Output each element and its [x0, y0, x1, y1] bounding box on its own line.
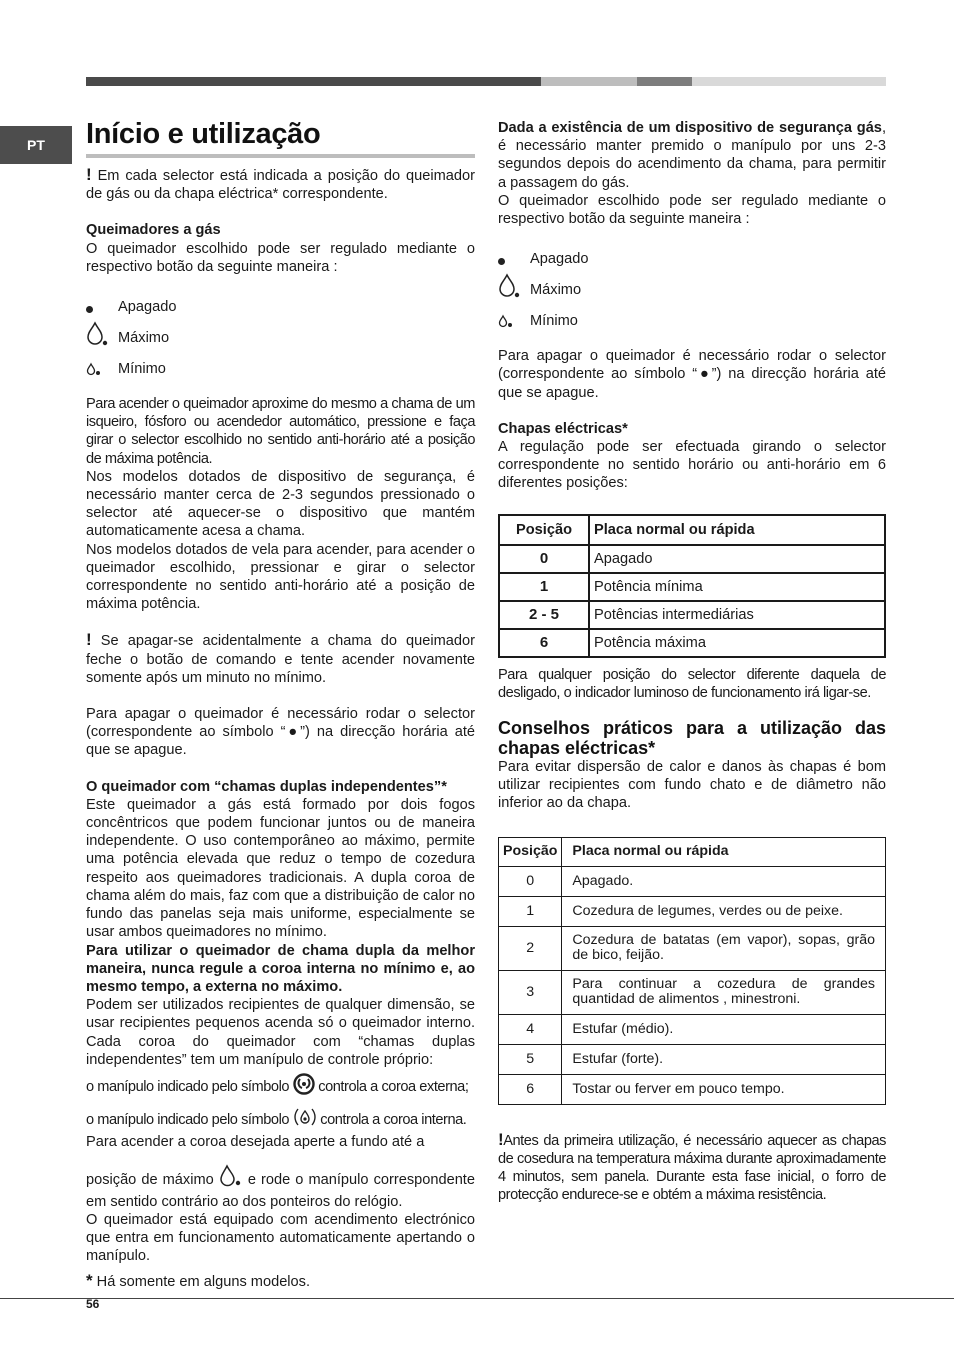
table-row	[499, 866, 886, 896]
table-cell: Apagado	[589, 545, 885, 573]
regulate-paragraph: O queimador escolhido pode ser regulado mediante o respectivo botão da seguinte maneira :	[498, 192, 886, 228]
table-cell: 0	[499, 866, 562, 896]
warning-mark: !	[498, 1129, 504, 1149]
symbol-item-max: Máximo	[86, 316, 475, 347]
crown-lighting-line-2: posição de máximo e rode o manípulo correspondente em sentido contrário ao dos ponteiros do relógio.	[86, 1164, 475, 1211]
dual-flame-text: Este queimador a gás está formado por dois fogos concêntricos que podem funcionar juntos ou de maneira independente. O uso contemporâneo ao máximo, permite uma potência elevada que reduz o tempo de cozedura respeito aos queimadores tradicionais. A dupla coroa de chama além do mais, faz com que a distribuição de calor no fundo das panelas seja mais uniforme, especialmente se usar ambos queimadores no mínimo.	[86, 796, 475, 941]
lighting-paragraph-1: Para acender o queimador aproxime do mesmo a chama de um isqueiro, fósforo ou acendedor automático, pressione e faça girar o selector escolhido no sentido anti-horário até a posição de máxima potência.	[86, 396, 475, 467]
warning-mark: !	[86, 630, 92, 650]
advice-heading: Conselhos práticos para a utilização das chapas eléctricas*	[498, 718, 886, 759]
header-bar-segment	[541, 77, 637, 86]
symbol-item-off: Apagado	[86, 294, 475, 316]
table-cell: 2 - 5	[499, 601, 589, 629]
table-cell: 1	[499, 896, 562, 926]
table-cell: 4	[499, 1014, 562, 1044]
table-cell: 2	[499, 926, 562, 970]
footer-divider	[0, 1298, 954, 1299]
table-header-row	[499, 837, 886, 866]
large-flame-icon	[86, 321, 118, 347]
positions-table	[498, 514, 886, 658]
intro-paragraph: ! Em cada selector está indicada a posição do queimador de gás ou da chapa eléctrica* correspondente.	[86, 165, 475, 203]
table-row	[499, 629, 885, 657]
table-cell: Estufar (médio).	[562, 1014, 886, 1044]
gas-burners-text: O queimador escolhido pode ser regulado mediante o respectivo botão da seguinte maneira :	[86, 240, 475, 275]
advice-text: Para evitar dispersão de calor e danos às chapas é bom utilizar recipientes com fundo chato e de diâmetro não inferior ao da chapa.	[498, 759, 886, 812]
small-flame-icon	[498, 304, 530, 330]
table-cell: Cozedura de legumes, verdes ou de peixe.	[562, 896, 886, 926]
table-row	[499, 1074, 886, 1104]
table-row	[499, 970, 886, 1014]
table-cell: Cozedura de batatas (em vapor), sopas, grão de bico, feijão.	[562, 926, 886, 970]
turn-off-paragraph: Para apagar o queimador é necessário rodar o selector (correspondente ao símbolo “●”) na direcção horária até que se apague.	[498, 348, 886, 401]
lighting-paragraph-2: Nos modelos dotados de dispositivo de segurança, é necessário manter cerca de 2-3 segundos pressionado o selector até aquecer-se o dispositivo que mantém automaticamente acesa a chama.	[86, 468, 475, 540]
right-column	[498, 119, 886, 1204]
symbol-list	[498, 246, 886, 330]
table-row	[499, 896, 886, 926]
table-header: Posição	[499, 515, 589, 545]
table-header: Posição	[499, 837, 562, 866]
table-header: Placa normal ou rápida	[589, 515, 885, 545]
ignition-paragraph: O queimador está equipado com acendimento electrónico que entra em funcionamento automaticamente apertando o manípulo.	[86, 1211, 475, 1265]
table-cell: 5	[499, 1044, 562, 1074]
page-number: 56	[86, 1297, 100, 1311]
crown-lighting-line-1: Para acender a coroa desejada aperte a fundo até a	[86, 1134, 425, 1151]
table-row	[499, 1044, 886, 1074]
table-row	[499, 545, 885, 573]
safety-paragraph: Dada a existência de um dispositivo de segurança gás, é necessário manter premido o manípulo por uns 2-3 segundos depois do acendimento da chama, para permitir a passagem do gás.	[498, 120, 886, 191]
symbol-item-min: Mínimo	[86, 347, 475, 378]
table-row	[499, 573, 885, 601]
table-cell: 6	[499, 1074, 562, 1104]
symbol-item-min: Mínimo	[498, 299, 886, 330]
off-dot-icon	[86, 300, 118, 316]
table-cell: 3	[499, 970, 562, 1014]
table-cell: Potência mínima	[589, 573, 885, 601]
warning-mark: !	[86, 165, 92, 184]
symbol-item-max: Máximo	[498, 268, 886, 299]
footnote: * Há somente em alguns modelos.	[86, 1270, 311, 1290]
gas-burners-heading: Queimadores a gás	[86, 222, 221, 239]
dual-flame-bold-note: Para utilizar o queimador de chama dupla da melhor maneira, nunca regule a coroa interna no mínimo e, ao mesmo tempo, a externa no máximo.	[86, 942, 475, 995]
table-cell: 1	[499, 573, 589, 601]
left-column	[86, 166, 475, 1291]
header-bar-segment	[637, 77, 692, 86]
symbol-list	[86, 294, 475, 378]
small-flame-icon	[86, 352, 118, 378]
table-cell: Tostar ou ferver em pouco tempo.	[562, 1074, 886, 1104]
table-row	[499, 601, 885, 629]
knob-external-line: o manípulo indicado pelo símbolo controla a coroa externa;	[86, 1073, 475, 1100]
cooking-guide-table	[498, 837, 886, 1105]
table-cell: Apagado.	[562, 866, 886, 896]
table-cell: Potência máxima	[589, 629, 885, 657]
language-tab: PT	[0, 126, 72, 164]
max-flame-icon	[219, 1164, 243, 1193]
table-cell: 6	[499, 629, 589, 657]
turn-off-paragraph: Para apagar o queimador é necessário rodar o selector (correspondente ao símbolo “●”) na direcção horária até que se apague.	[86, 706, 475, 759]
table-row	[499, 1014, 886, 1044]
electric-plates-heading: Chapas eléctricas*	[498, 420, 628, 437]
table-cell: Estufar (forte).	[562, 1044, 886, 1074]
symbol-item-off: Apagado	[498, 246, 886, 268]
header-bar-segment	[692, 77, 886, 86]
table-cell: Para continuar a cozedura de grandes quantidad de alimentos , minestroni.	[562, 970, 886, 1014]
warning-paragraph: ! Se apagar-se acidentalmente a chama do queimador feche o botão de comando e tente acender novamente somente após um minuto no mínimo.	[86, 630, 475, 686]
table-cell: 0	[499, 545, 589, 573]
off-dot-icon	[498, 252, 530, 268]
table-header: Placa normal ou rápida	[562, 837, 886, 866]
table-row	[499, 926, 886, 970]
inner-crown-knob-icon	[293, 1106, 317, 1133]
dual-flame-text-2: Podem ser utilizados recipientes de qualquer dimensão, se usar recipientes pequenos acenda só o queimador interno. Cada coroa do queimador com “chamas duplas independentes” tem um manípulo de controle próprio:	[86, 997, 475, 1068]
lighting-paragraph-3: Nos modelos dotados de vela para acender, para acender o queimador escolhido, pressionar e girar o selector correspondente no sentido anti-horário até a posição de máxima potência.	[86, 541, 475, 613]
dual-flame-heading: O queimador com “chamas duplas independentes”*	[86, 778, 447, 795]
table-header-row	[499, 515, 885, 545]
outer-crown-knob-icon	[293, 1073, 315, 1100]
electric-plates-text: A regulação pode ser efectuada girando o selector correspondente no sentido horário ou anti-horário em 6 diferentes posições:	[498, 439, 886, 492]
first-use-paragraph: !Antes da primeira utilização, é necessário aquecer as chapas de cosedura na temperatura máxima durante aproximadamente 4 minutos, sem panela. Durante esta fase inicial, o forro de protecção endurece-se e obtém a máxima resistência.	[498, 1129, 886, 1204]
large-flame-icon	[498, 273, 530, 299]
header-bar-segment	[86, 77, 541, 86]
table-cell: Potências intermediárias	[589, 601, 885, 629]
knob-internal-line: o manípulo indicado pelo símbolo controla a coroa interna.	[86, 1106, 475, 1133]
indicator-paragraph: Para qualquer posição do selector diferente daquela de desligado, o indicador luminoso de funcionamento irá ligar-se.	[498, 666, 886, 701]
page-title: Início e utilização	[86, 114, 475, 158]
